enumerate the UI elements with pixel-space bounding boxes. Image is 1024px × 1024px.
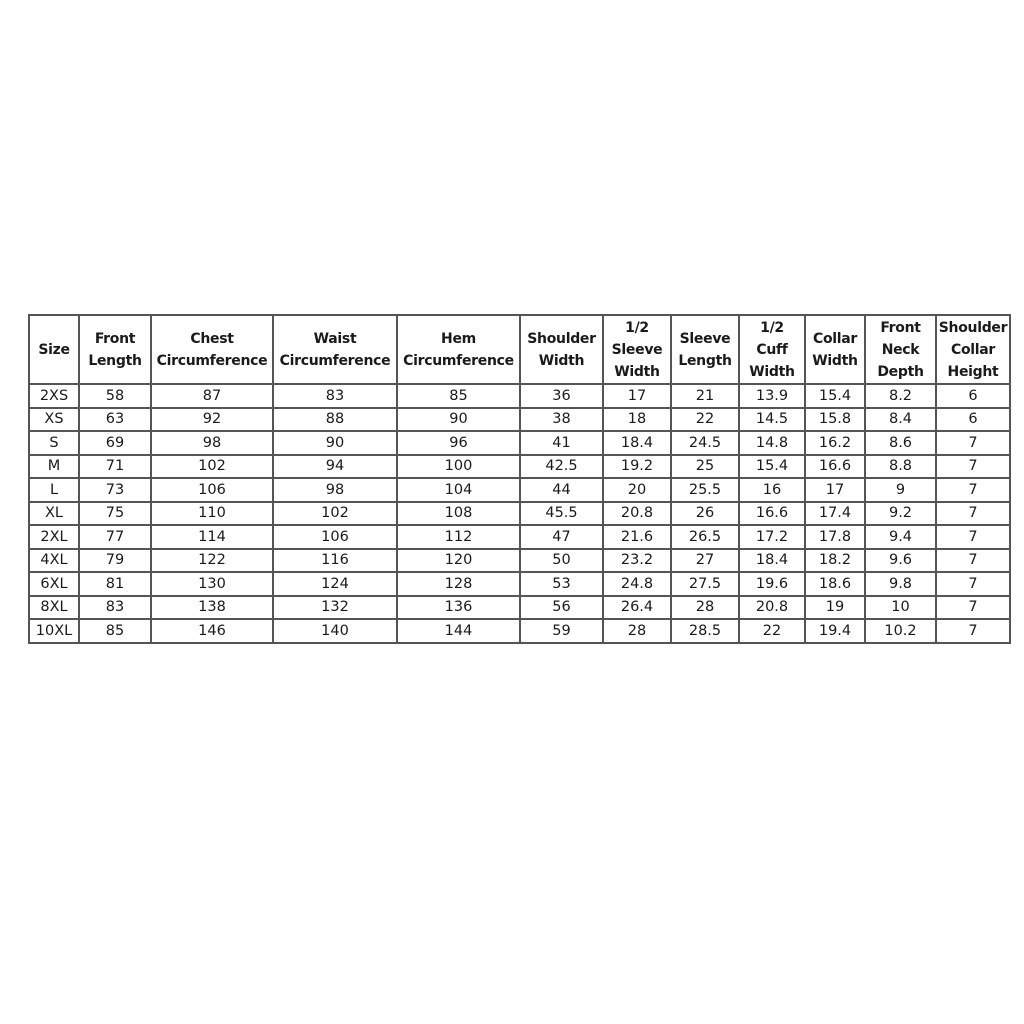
measurement-cell: 36 <box>520 384 603 408</box>
size-cell: 2XL <box>29 525 79 549</box>
measurement-cell: 19.6 <box>739 572 805 596</box>
column-header-line: Chest <box>190 330 234 347</box>
column-header-line: Cuff <box>756 341 788 358</box>
table-body <box>29 384 1010 643</box>
size-cell: 10XL <box>29 619 79 643</box>
measurement-cell: 47 <box>520 525 603 549</box>
measurement-cell: 24.5 <box>671 431 739 455</box>
column-header-line: Circumference <box>279 352 391 369</box>
measurement-cell: 100 <box>397 455 520 479</box>
column-header-line: Circumference <box>403 352 514 369</box>
measurement-cell: 8.8 <box>865 455 936 479</box>
size-cell: 8XL <box>29 596 79 620</box>
measurement-cell: 28.5 <box>671 619 739 643</box>
measurement-cell: 9.2 <box>865 502 936 526</box>
measurement-cell: 20 <box>603 478 671 502</box>
column-header <box>79 315 151 384</box>
measurement-cell: 90 <box>397 408 520 432</box>
measurement-cell: 63 <box>79 408 151 432</box>
measurement-cell: 7 <box>936 572 1010 596</box>
measurement-cell: 9.6 <box>865 549 936 573</box>
measurement-cell: 18.6 <box>805 572 865 596</box>
measurement-cell: 58 <box>79 384 151 408</box>
measurement-cell: 140 <box>273 619 397 643</box>
table-row <box>29 596 1010 620</box>
table-row <box>29 384 1010 408</box>
column-header-line: Front <box>880 319 921 336</box>
column-header-line: Width <box>538 352 585 369</box>
measurement-cell: 17.4 <box>805 502 865 526</box>
column-header <box>29 315 79 384</box>
measurement-cell: 21.6 <box>603 525 671 549</box>
measurement-cell: 144 <box>397 619 520 643</box>
measurement-cell: 27 <box>671 549 739 573</box>
measurement-cell: 10 <box>865 596 936 620</box>
measurement-cell: 56 <box>520 596 603 620</box>
measurement-cell: 128 <box>397 572 520 596</box>
measurement-cell: 21 <box>671 384 739 408</box>
measurement-cell: 16.6 <box>739 502 805 526</box>
column-header-line: Height <box>947 363 999 380</box>
column-header-line: Size <box>38 341 70 358</box>
measurement-cell: 112 <box>397 525 520 549</box>
measurement-cell: 24.8 <box>603 572 671 596</box>
size-cell: M <box>29 455 79 479</box>
measurement-cell: 81 <box>79 572 151 596</box>
measurement-cell: 25 <box>671 455 739 479</box>
measurement-cell: 114 <box>151 525 273 549</box>
measurement-cell: 102 <box>273 502 397 526</box>
column-header-line: 1/2 <box>625 319 649 336</box>
column-header-line: Collar <box>812 330 858 347</box>
measurement-cell: 26 <box>671 502 739 526</box>
column-header-line: Shoulder <box>938 319 1008 336</box>
measurement-cell: 14.5 <box>739 408 805 432</box>
measurement-cell: 104 <box>397 478 520 502</box>
measurement-cell: 138 <box>151 596 273 620</box>
measurement-cell: 26.4 <box>603 596 671 620</box>
measurement-cell: 85 <box>79 619 151 643</box>
measurement-cell: 15.4 <box>805 384 865 408</box>
table-row <box>29 478 1010 502</box>
measurement-cell: 6 <box>936 384 1010 408</box>
measurement-cell: 25.5 <box>671 478 739 502</box>
size-cell: XS <box>29 408 79 432</box>
measurement-cell: 6 <box>936 408 1010 432</box>
measurement-cell: 9.8 <box>865 572 936 596</box>
measurement-cell: 7 <box>936 549 1010 573</box>
measurement-cell: 73 <box>79 478 151 502</box>
measurement-cell: 18.2 <box>805 549 865 573</box>
measurement-cell: 77 <box>79 525 151 549</box>
measurement-cell: 41 <box>520 431 603 455</box>
measurement-cell: 102 <box>151 455 273 479</box>
measurement-cell: 17 <box>603 384 671 408</box>
measurement-cell: 44 <box>520 478 603 502</box>
measurement-cell: 96 <box>397 431 520 455</box>
measurement-cell: 27.5 <box>671 572 739 596</box>
measurement-cell: 19.2 <box>603 455 671 479</box>
measurement-cell: 17.8 <box>805 525 865 549</box>
column-header <box>520 315 603 384</box>
measurement-cell: 136 <box>397 596 520 620</box>
measurement-cell: 8.2 <box>865 384 936 408</box>
column-header-line: Shoulder <box>527 330 596 347</box>
measurement-cell: 15.8 <box>805 408 865 432</box>
measurement-cell: 7 <box>936 596 1010 620</box>
header-row <box>29 315 1010 384</box>
measurement-cell: 7 <box>936 525 1010 549</box>
measurement-cell: 92 <box>151 408 273 432</box>
measurement-cell: 106 <box>151 478 273 502</box>
measurement-cell: 98 <box>151 431 273 455</box>
column-header <box>865 315 936 384</box>
column-header <box>671 315 739 384</box>
column-header-line: Depth <box>877 363 924 380</box>
column-header-line: Sleeve <box>679 330 731 347</box>
measurement-cell: 42.5 <box>520 455 603 479</box>
column-header <box>805 315 865 384</box>
measurement-cell: 17.2 <box>739 525 805 549</box>
measurement-cell: 90 <box>273 431 397 455</box>
measurement-cell: 83 <box>273 384 397 408</box>
table-row <box>29 572 1010 596</box>
table-row <box>29 525 1010 549</box>
table-row <box>29 455 1010 479</box>
column-header-line: Length <box>678 352 732 369</box>
measurement-cell: 28 <box>671 596 739 620</box>
measurement-cell: 87 <box>151 384 273 408</box>
size-cell: L <box>29 478 79 502</box>
measurement-cell: 8.6 <box>865 431 936 455</box>
measurement-cell: 106 <box>273 525 397 549</box>
measurement-cell: 16.6 <box>805 455 865 479</box>
measurement-cell: 94 <box>273 455 397 479</box>
measurement-cell: 9 <box>865 478 936 502</box>
column-header <box>936 315 1010 384</box>
column-header <box>739 315 805 384</box>
size-cell: XL <box>29 502 79 526</box>
measurement-cell: 7 <box>936 478 1010 502</box>
measurement-cell: 10.2 <box>865 619 936 643</box>
measurement-cell: 18.4 <box>603 431 671 455</box>
column-header <box>151 315 273 384</box>
measurement-cell: 50 <box>520 549 603 573</box>
size-cell: 6XL <box>29 572 79 596</box>
measurement-cell: 85 <box>397 384 520 408</box>
measurement-cell: 28 <box>603 619 671 643</box>
column-header-line: Front <box>94 330 136 347</box>
measurement-cell: 83 <box>79 596 151 620</box>
measurement-cell: 7 <box>936 431 1010 455</box>
column-header-line: Width <box>614 363 660 380</box>
table-header <box>29 315 1010 384</box>
measurement-cell: 79 <box>79 549 151 573</box>
measurement-cell: 124 <box>273 572 397 596</box>
measurement-cell: 120 <box>397 549 520 573</box>
size-cell: 2XS <box>29 384 79 408</box>
measurement-cell: 7 <box>936 619 1010 643</box>
measurement-cell: 19 <box>805 596 865 620</box>
measurement-cell: 22 <box>739 619 805 643</box>
column-header <box>603 315 671 384</box>
measurement-cell: 116 <box>273 549 397 573</box>
measurement-cell: 130 <box>151 572 273 596</box>
size-chart-table <box>28 314 1011 644</box>
measurement-cell: 108 <box>397 502 520 526</box>
measurement-cell: 17 <box>805 478 865 502</box>
measurement-cell: 15.4 <box>739 455 805 479</box>
measurement-cell: 59 <box>520 619 603 643</box>
column-header <box>273 315 397 384</box>
measurement-cell: 16 <box>739 478 805 502</box>
measurement-cell: 26.5 <box>671 525 739 549</box>
measurement-cell: 88 <box>273 408 397 432</box>
measurement-cell: 7 <box>936 455 1010 479</box>
table-row <box>29 408 1010 432</box>
measurement-cell: 75 <box>79 502 151 526</box>
measurement-cell: 132 <box>273 596 397 620</box>
measurement-cell: 122 <box>151 549 273 573</box>
measurement-cell: 53 <box>520 572 603 596</box>
column-header-line: Width <box>812 352 858 369</box>
column-header-line: Waist <box>313 330 357 347</box>
measurement-cell: 20.8 <box>603 502 671 526</box>
size-cell: 4XL <box>29 549 79 573</box>
column-header-line: Sleeve <box>611 341 663 358</box>
column-header-line: Length <box>88 352 142 369</box>
measurement-cell: 7 <box>936 502 1010 526</box>
measurement-cell: 69 <box>79 431 151 455</box>
size-cell: S <box>29 431 79 455</box>
table-row <box>29 431 1010 455</box>
measurement-cell: 14.8 <box>739 431 805 455</box>
measurement-cell: 18.4 <box>739 549 805 573</box>
measurement-cell: 8.4 <box>865 408 936 432</box>
measurement-cell: 20.8 <box>739 596 805 620</box>
column-header-line: Width <box>749 363 795 380</box>
measurement-cell: 13.9 <box>739 384 805 408</box>
measurement-cell: 71 <box>79 455 151 479</box>
column-header-line: Neck <box>881 341 920 358</box>
measurement-cell: 19.4 <box>805 619 865 643</box>
measurement-cell: 38 <box>520 408 603 432</box>
table-row <box>29 619 1010 643</box>
measurement-cell: 98 <box>273 478 397 502</box>
measurement-cell: 23.2 <box>603 549 671 573</box>
measurement-cell: 16.2 <box>805 431 865 455</box>
measurement-cell: 9.4 <box>865 525 936 549</box>
measurement-cell: 45.5 <box>520 502 603 526</box>
table-row <box>29 502 1010 526</box>
measurement-cell: 146 <box>151 619 273 643</box>
measurement-cell: 22 <box>671 408 739 432</box>
column-header-line: 1/2 <box>760 319 784 336</box>
column-header-line: Collar <box>950 341 996 358</box>
column-header-line: Circumference <box>156 352 268 369</box>
measurement-cell: 110 <box>151 502 273 526</box>
measurement-cell: 18 <box>603 408 671 432</box>
column-header-line: Hem <box>441 330 476 347</box>
table-row <box>29 549 1010 573</box>
column-header <box>397 315 520 384</box>
